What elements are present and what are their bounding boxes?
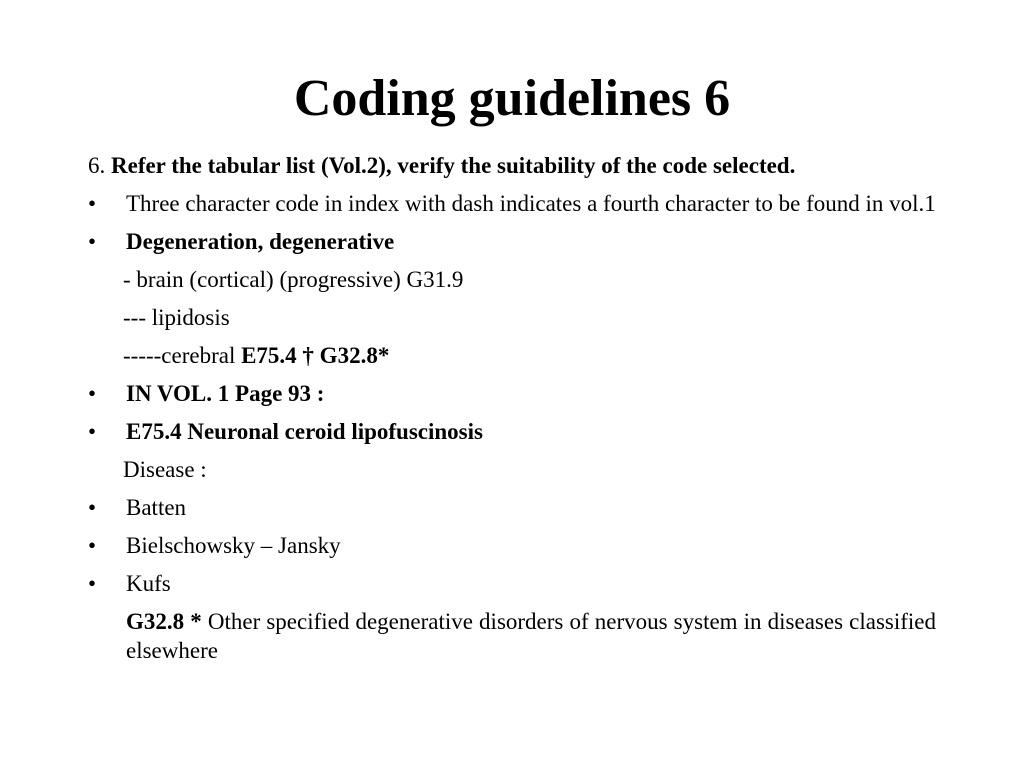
item-6 [88,151,936,180]
bullet-text: IN VOL. 1 Page 93 : [126,381,325,406]
bullet-text: E75.4 Neuronal ceroid lipofuscinosis [126,419,483,444]
bullet-dot: • [88,533,97,558]
disease-name: Bielschowsky – Jansky [126,533,341,558]
disease-item [88,493,936,522]
item-6-text: Refer the tabular list (Vol.2), verify the suitability of the code selected. [111,153,796,178]
bullet-vol1-page [88,379,936,408]
disease-label: Disease : [123,457,207,482]
bullet-dot: • [88,381,97,406]
g32-8-code: G32.8 * [126,609,202,634]
bullet-e75-4 [88,417,936,446]
item-6-number: 6. [88,153,106,178]
bullet-dot: • [88,495,97,520]
bullet-text: Three character code in index with dash indicates a fourth character to be found in vol.1 [126,191,936,216]
g32-8-text: Other specified degenerative disorders of nervous system in diseases classified elsewhere [126,609,936,663]
index-line-cerebral [88,341,936,370]
disease-name: Kufs [126,571,171,596]
cerebral-codes: E75.4 † G32.8* [241,343,390,368]
disease-item [88,531,936,560]
bullet-dot: • [88,571,97,596]
disease-name: Batten [126,495,187,520]
bullet-three-character-code [88,189,936,218]
g32-8-description [88,607,936,665]
bullet-text: Degeneration, degenerative [126,229,395,254]
bullet-degeneration [88,227,936,256]
slide-title: Coding guidelines 6 [293,70,731,127]
bullet-dot: • [88,229,97,254]
disease-item [88,569,936,598]
bullet-dot: • [88,191,97,216]
bullet-dot: • [88,419,97,444]
cerebral-prefix: -----cerebral [123,343,236,368]
index-line-brain: - brain (cortical) (progressive) G31.9 [123,267,464,292]
index-line-lipidosis: --- lipidosis [123,305,230,330]
slide-body [88,151,936,665]
